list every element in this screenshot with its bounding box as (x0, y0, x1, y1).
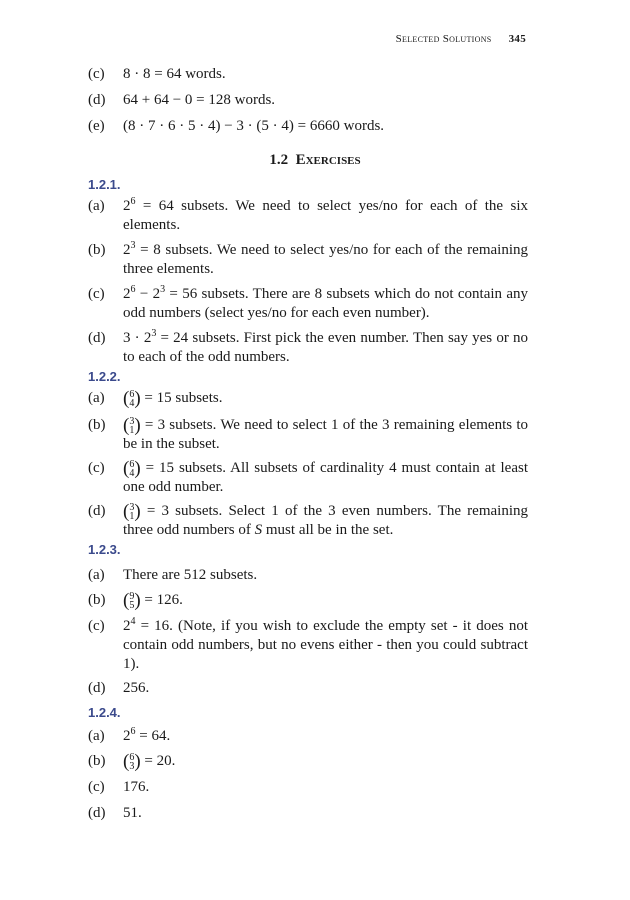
running-head-title: Selected Solutions (395, 33, 492, 45)
item-label: (d) (88, 92, 106, 108)
running-head (396, 33, 526, 45)
item-text: $2^6 = 64$. (123, 726, 171, 744)
item-text: ( 6 4 ) = 15 subsets. All subsets of cardinality 4 must contain at least one odd number. (123, 458, 528, 496)
item-label: (d) (88, 805, 106, 821)
list-item (88, 679, 528, 698)
binomial: ( 6 4 ) (123, 458, 141, 480)
item-text: ( 6 4 ) = 15 subsets. (123, 388, 223, 410)
list-item (88, 197, 528, 235)
item-label: (c) (88, 779, 105, 795)
binomial: ( 9 5 ) (123, 590, 141, 612)
item-text: ( 6 3 ) = 20. (123, 751, 176, 773)
list-item (88, 727, 528, 746)
item-label: (a) (88, 567, 105, 583)
list-item (88, 329, 528, 367)
list-item (88, 804, 528, 823)
item-label: (a) (88, 198, 105, 214)
item-text: 176. (123, 779, 150, 795)
item-text: $2^6 = 64$ subsets. We need to select yes/no for each of the six elements. (123, 196, 528, 233)
exercise-number: 1.2.3. (88, 542, 121, 557)
item-text: 51. (123, 805, 142, 821)
item-label: (c) (88, 66, 105, 82)
item-label: (b) (88, 753, 106, 769)
item-label: (a) (88, 390, 105, 406)
list-item (88, 459, 528, 497)
item-text: 64 + 64 − 0 = 128 words. (123, 92, 276, 108)
list-item (88, 91, 528, 110)
item-text: ( 3 1 ) = 3 subsets. We need to select 1 of the 3 remaining elements to be in the subset. (123, 415, 528, 453)
list-item (88, 752, 528, 771)
binomial: ( 3 1 ) (123, 501, 141, 523)
item-text: (8 · 7 · 6 · 5 · 4) − 3 · (5 · 4) = 6660 words. (123, 118, 385, 134)
binomial: ( 6 4 ) (123, 388, 141, 410)
exercise-number: 1.2.2. (88, 369, 121, 384)
item-label: (b) (88, 417, 106, 433)
list-item (88, 617, 528, 674)
binomial: ( 6 3 ) (123, 751, 141, 773)
item-label: (a) (88, 728, 105, 744)
item-text: ( 9 5 ) = 126. (123, 590, 183, 612)
item-text: $2^3 = 8$ subsets. We need to select yes/no for each of the remaining three elements. (123, 240, 528, 277)
binomial: ( 3 1 ) (123, 415, 141, 437)
section-number: 1.2 (269, 152, 289, 168)
section-title: Exercises (295, 152, 361, 168)
item-label: (d) (88, 680, 106, 696)
item-label: (c) (88, 460, 105, 476)
item-text: $2^6 - 2^3 = 56$ subsets. There are 8 subsets which do not contain any odd numbers (select yes/no for each even number). (123, 284, 528, 321)
item-text: There are 512 subsets. (123, 567, 258, 583)
section-heading (0, 152, 630, 169)
item-label: (b) (88, 592, 106, 608)
item-label: (b) (88, 242, 106, 258)
list-item (88, 566, 528, 585)
list-item (88, 778, 528, 797)
item-text: 256. (123, 680, 150, 696)
item-label: (c) (88, 618, 105, 634)
list-item (88, 389, 528, 408)
item-text: ( 3 1 ) = 3 subsets. Select 1 of the 3 even numbers. The remaining three odd numbers of S must all be in the set. (123, 501, 528, 539)
exercise-number: 1.2.4. (88, 705, 121, 720)
list-item (88, 591, 528, 610)
item-text: $2^4 = 16$. (Note, if you wish to exclude the empty set - it does not contain odd numbers, but no evens either - then you could subtract 1). (123, 616, 528, 672)
page-number: 345 (508, 33, 526, 45)
item-label: (c) (88, 286, 105, 302)
item-label: (d) (88, 503, 106, 519)
item-text: $3 \cdot 2^3 = 24$ subsets. First pick the even number. Then say yes or no to each of the odd numbers. (123, 328, 528, 365)
item-text: 8 · 8 = 64 words. (123, 66, 226, 82)
item-label: (e) (88, 118, 105, 134)
item-label: (d) (88, 330, 106, 346)
list-item (88, 502, 528, 540)
list-item (88, 241, 528, 279)
list-item (88, 285, 528, 323)
list-item (88, 65, 528, 84)
list-item (88, 416, 528, 454)
list-item (88, 117, 528, 136)
exercise-number: 1.2.1. (88, 177, 121, 192)
